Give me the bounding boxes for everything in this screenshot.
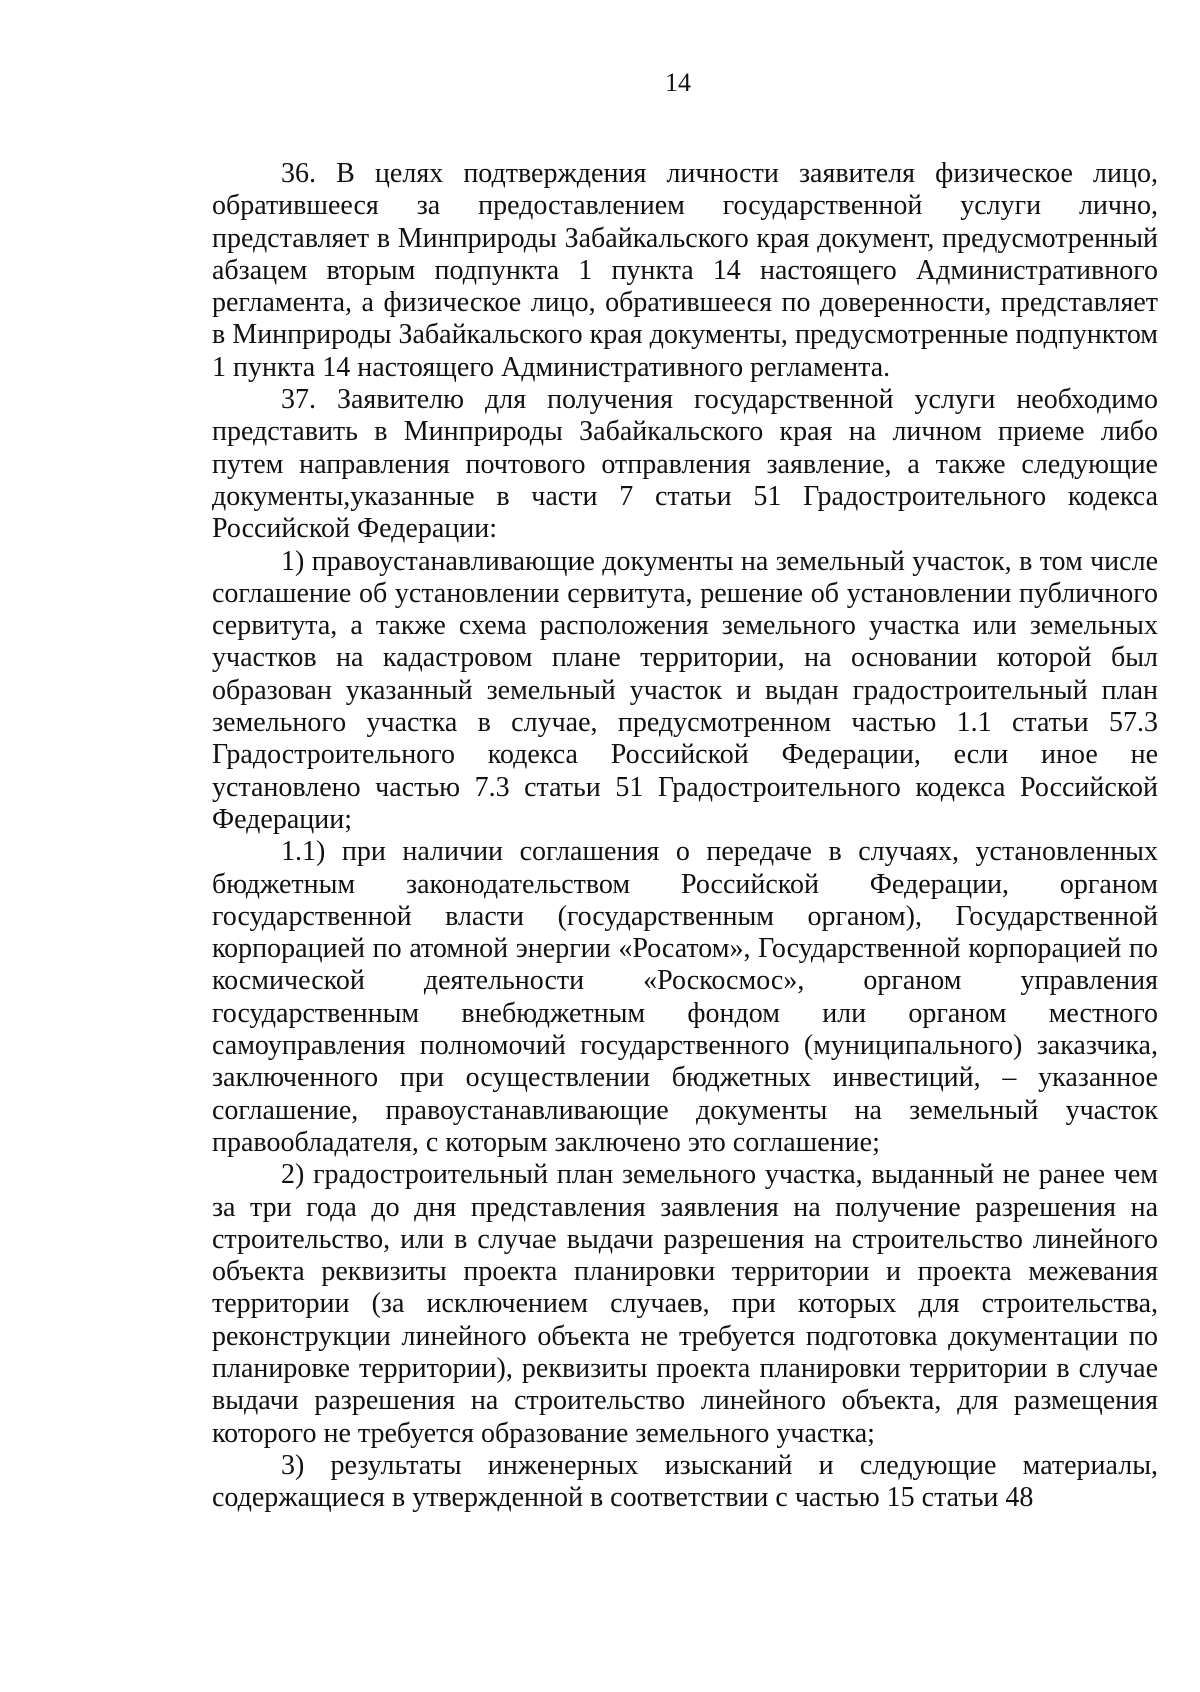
subparagraph-2: 2) градостроительный план земельного участка, выданный не ранее чем за три года до дня представления заявления на получение разрешения на строительство, или в случае выдачи разрешения на строительство линейного объекта реквизиты проекта планировки территории и проекта межевания территории (за исключением случаев, при которых для строительства, реконструкции линейного объекта не требуется подготовка документации по планировке территории), реквизиты проекта планировки территории в случае выдачи разрешения на строительство линейного объекта, для размещения которого не требуется образование земельного участка; xyxy=(212,1159,1158,1449)
paragraph-37: 37. Заявителю для получения государственной услуги необходимо представить в Минприроды Забайкальского края на личном приеме либо путем направления почтового отправления заявление, а также следующие документы,указанные в части 7 статьи 51 Градостроительного кодекса Российской Федерации: xyxy=(212,384,1158,545)
page-number: 14 xyxy=(665,68,691,97)
document-body xyxy=(212,158,1158,1514)
paragraph-36: 36. В целях подтверждения личности заявителя физическое лицо, обратившееся за предоставлением государственной услуги лично, представляет в Минприроды Забайкальского края документ, предусмотренный абзацем вторым подпункта 1 пункта 14 настоящего Административного регламента, а физическое лицо, обратившееся по доверенности, представляет в Минприроды Забайкальского края документы, предусмотренные подпунктом 1 пункта 14 настоящего Административного регламента. xyxy=(212,158,1158,383)
subparagraph-1: 1) правоустанавливающие документы на земельный участок, в том числе соглашение об установлении сервитута, решение об установлении публичного сервитута, а также схема расположения земельного участка или земельных участков на кадастровом плане территории, на основании которой был образован указанный земельный участок и выдан градостроительный план земельного участка в случае, предусмотренном частью 1.1 статьи 57.3 Градостроительного кодекса Российской Федерации, если иное не установлено частью 7.3 статьи 51 Градостроительного кодекса Российской Федерации; xyxy=(212,545,1158,835)
subparagraph-1-1: 1.1) при наличии соглашения о передаче в случаях, установленных бюджетным законодательством Российской Федерации, органом государственной власти (государственным органом), Государственной корпорацией по атомной энергии «Росатом», Государственной корпорацией по космической деятельности «Роскосмос», органом управления государственным внебюджетным фондом или органом местного самоуправления полномочий государственного (муниципального) заказчика, заключенного при осуществлении бюджетных инвестиций, – указанное соглашение, правоустанавливающие документы на земельный участок правообладателя, с которым заключено это соглашение; xyxy=(212,836,1158,1158)
subparagraph-3: 3) результаты инженерных изысканий и следующие материалы, содержащиеся в утвержденной в соответствии с частью 15 статьи 48 xyxy=(212,1449,1158,1514)
